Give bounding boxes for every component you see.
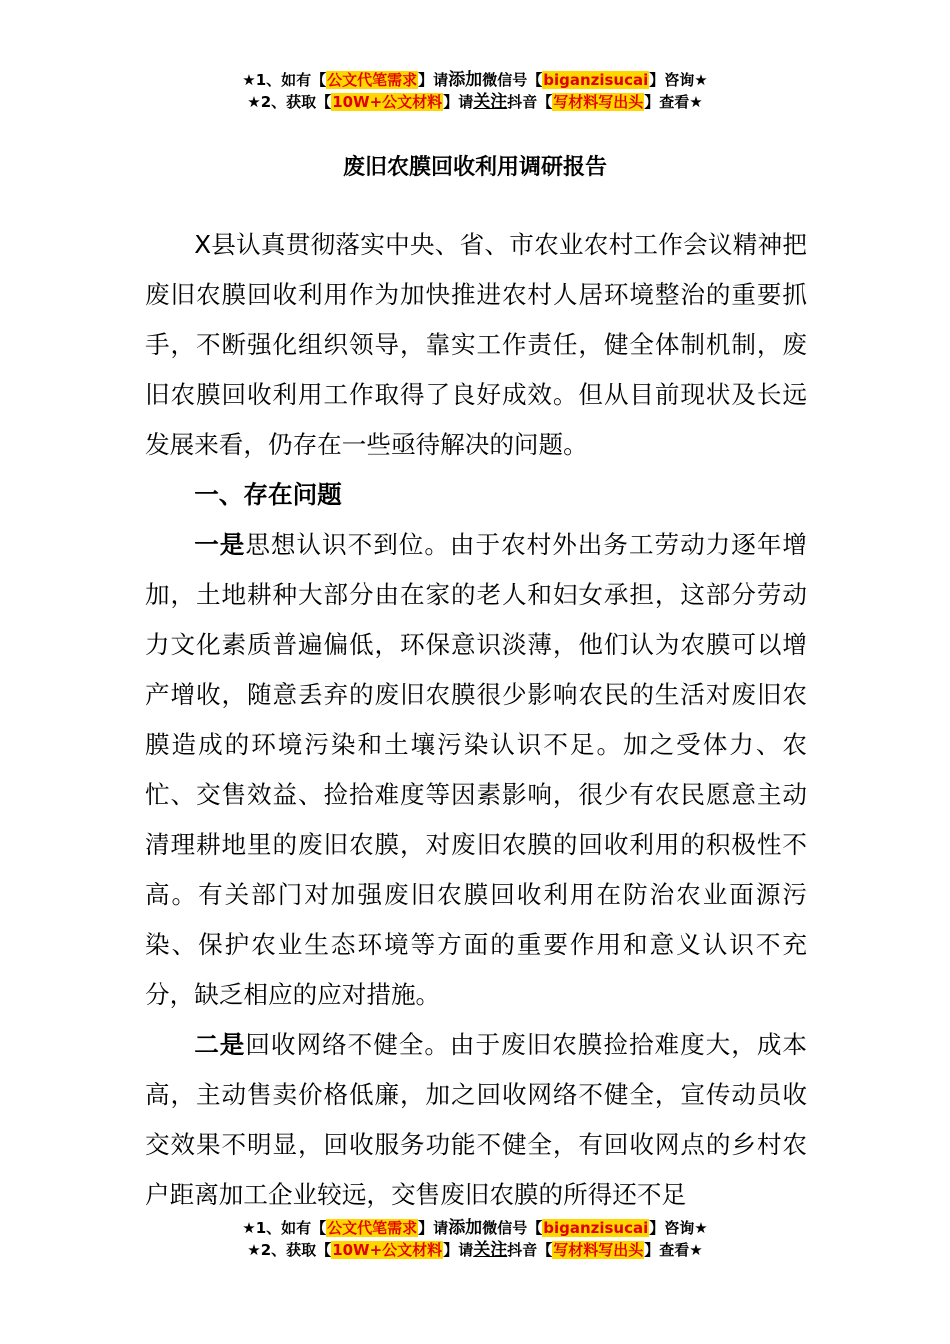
document-body	[145, 220, 807, 1220]
section-heading: 一、存在问题	[194, 480, 342, 509]
promo-highlight: 公文代笔需求	[327, 71, 418, 89]
promo-highlight: biganzisucai	[543, 1219, 649, 1237]
promo-highlight: 写材料写出头	[553, 93, 644, 111]
promo-line-2	[0, 1239, 950, 1261]
promo-highlight: 写材料写出头	[553, 1241, 644, 1259]
paragraph-text: 思想认识不到位。由于农村外出务工劳动力逐年增加，土地耕种大部分由在家的老人和妇女承担，这部分劳动力文化素质普遍偏低，环保意识淡薄，他们认为农膜可以增产增收，随意丢弃的废旧农膜很少影响农民的生活对废旧农膜造成的环境污染和土壤污染认识不足。加之受体力、农忙、交售效益、捡拾难度等因素影响，很少有农民愿意主动清理耕地里的废旧农膜，对废旧农膜的回收利用的积极性不高。有关部门对加强废旧农膜回收利用在防治农业面源污染、保护农业生态环境等方面的重要作用和意义认识不充分，缺乏相应的应对措施。	[145, 530, 807, 1009]
promo-banner-bottom	[0, 1217, 950, 1261]
promo-text: 】查看★	[644, 93, 703, 111]
document-title: 废旧农膜回收利用调研报告	[342, 155, 607, 180]
promo-highlight: 10W+公文材料	[332, 93, 443, 111]
promo-text: ★1、如有【	[242, 71, 327, 89]
paragraph-lead: 二是	[194, 1030, 246, 1059]
promo-text: 】咨询★	[649, 1219, 708, 1237]
promo-text: ★1、如有【	[242, 1219, 327, 1237]
promo-text: 抖音【	[507, 93, 553, 111]
promo-line-2	[0, 91, 950, 113]
promo-highlight: 10W+公文材料	[332, 1241, 443, 1259]
promo-text: ★2、获取【	[247, 1241, 332, 1259]
promo-text: 】请	[418, 1219, 449, 1237]
promo-emphasis: 关注	[473, 92, 508, 112]
promo-highlight: biganzisucai	[543, 71, 649, 89]
promo-text: 抖音【	[507, 1241, 553, 1259]
promo-text: ★2、获取【	[247, 93, 332, 111]
promo-emphasis: 添加	[448, 1218, 483, 1238]
promo-text: 】请	[418, 71, 449, 89]
promo-emphasis: 添加	[448, 70, 483, 90]
paragraph-text: 回收网络不健全。由于废旧农膜捡拾难度大，成本高，主动售卖价格低廉，加之回收网络不健全，宣传动员收交效果不明显，回收服务功能不健全，有回收网点的乡村农户距离加工企业较远，交售废旧农膜的所得还不足	[145, 1030, 807, 1209]
paragraph-problem-1	[145, 520, 807, 1020]
promo-banner-top	[0, 69, 950, 113]
promo-text: 微信号【	[482, 1219, 543, 1237]
paragraph-problem-2	[145, 1020, 807, 1220]
promo-text: 】咨询★	[649, 71, 708, 89]
paragraph-lead: 一是	[194, 530, 246, 559]
promo-emphasis: 关注	[473, 1240, 508, 1260]
promo-line-1	[0, 69, 950, 91]
promo-text: 微信号【	[482, 71, 543, 89]
promo-highlight: 公文代笔需求	[327, 1219, 418, 1237]
promo-text: 】查看★	[644, 1241, 703, 1259]
promo-text: 】请	[443, 1241, 474, 1259]
promo-line-1	[0, 1217, 950, 1239]
paragraph-intro: X县认真贯彻落实中央、省、市农业农村工作会议精神把废旧农膜回收利用作为加快推进农村人居环境整治的重要抓手，不断强化组织领导，靠实工作责任，健全体制机制，废旧农膜回收利用工作取得了良好成效。但从目前现状及长远发展来看，仍存在一些亟待解决的问题。	[145, 230, 807, 459]
promo-text: 】请	[443, 93, 474, 111]
